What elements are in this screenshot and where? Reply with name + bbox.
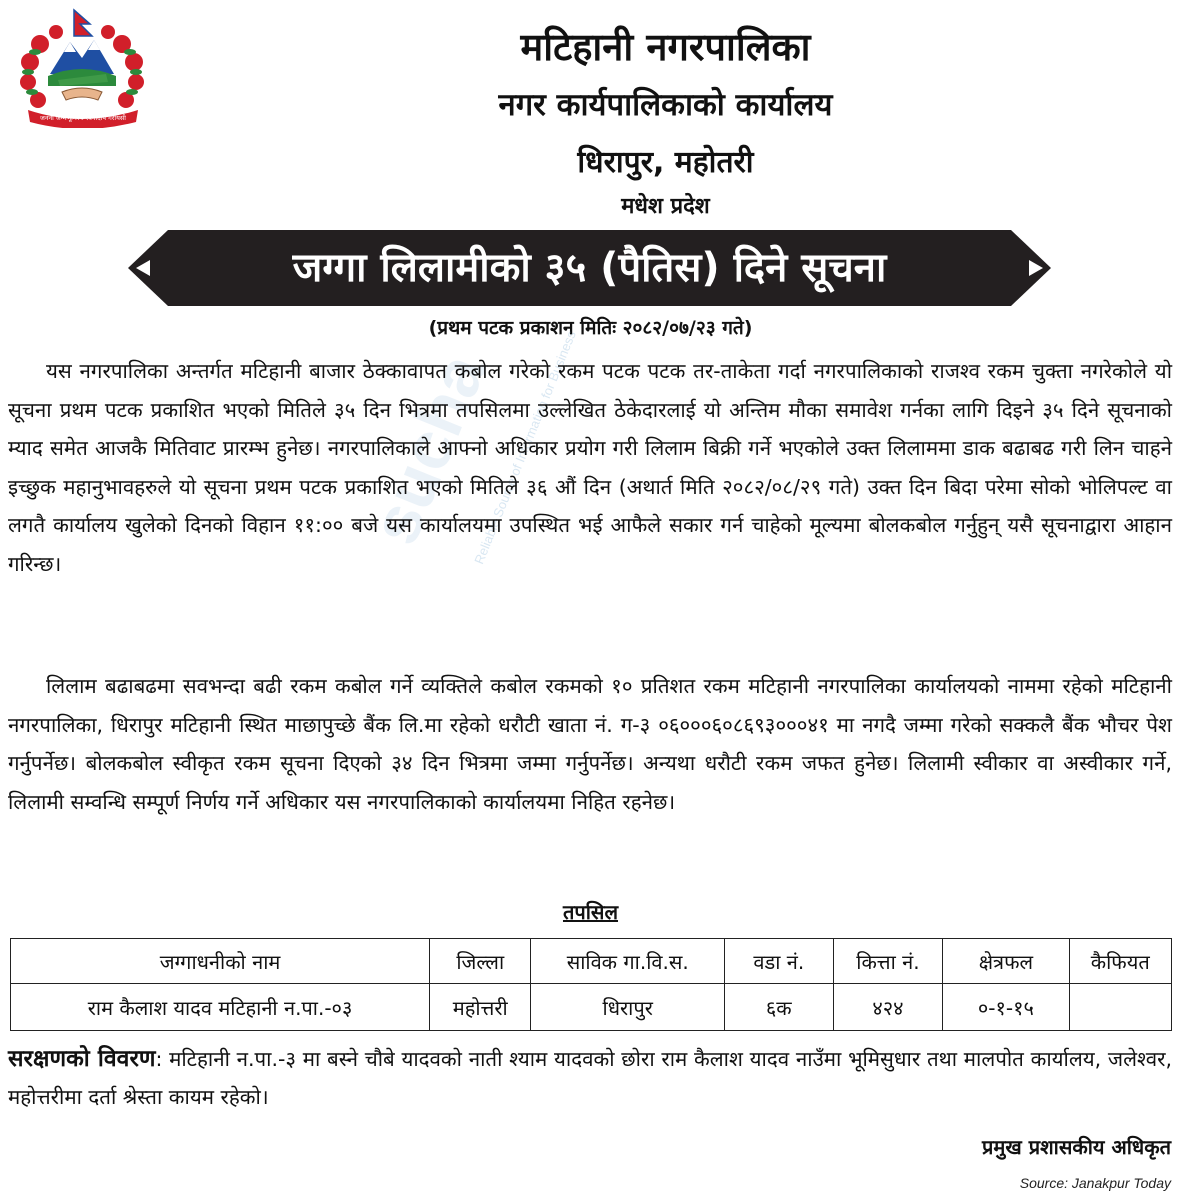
- header-remarks: कैफियत: [1069, 939, 1171, 984]
- province-name: मधेश प्रदेश: [621, 194, 710, 219]
- cell-former-vdc: धिरापुर: [531, 984, 725, 1031]
- signatory-title: प्रमुख प्रशासकीय अधिकृत: [982, 1135, 1171, 1159]
- emblem-motto: जननी जन्मभूमिश्च स्वर्गादपि गरीयसी: [40, 114, 126, 122]
- header-ward-no: वडा नं.: [724, 939, 833, 984]
- publish-date: (प्रथम पटक प्रकाशन मितिः २०८२/०७/२३ गते): [428, 317, 753, 339]
- description-text: : मटिहानी न.पा.-३ मा बस्ने चौबे यादवको नाती श्याम यादवको छोरा राम कैलाश यादव नाउँमा भूमिसुधार तथा मालपोत कार्यालय, जलेश्वर, महोत्तरीमा दर्ता श्रेस्ता कायम रहेको।: [8, 1047, 1172, 1109]
- watermark-brand: sucha: [356, 343, 501, 555]
- cell-remarks: [1069, 984, 1171, 1031]
- cell-area: ०-१-१५: [943, 984, 1069, 1031]
- source-credit: Source: Janakpur Today: [1019, 1175, 1171, 1191]
- office-location: धिरापुर, महोतरी: [577, 145, 754, 180]
- table-row: [11, 984, 1172, 1031]
- notice-title: जग्गा लिलामीको ३५ (पैतिस) दिने सूचना: [292, 245, 887, 291]
- land-details-table: [10, 938, 1172, 1031]
- notice-paragraph-2: लिलाम बढाबढमा सवभन्दा बढी रकम कबोल गर्ने व्यक्तिले कबोल रकमको १० प्रतिशत रकम मटिहानी नगरपालिका कार्यालयको नाममा रहेको मटिहानी नगरपालिका, धिरापुर मटिहानी स्थित माछापुच्छे बैंक लि.मा रहेको धरौटी खाता नं. ग-३ ०६०००६०८६९३०००४१ मा नगदै जम्मा गरेको सक्कलै बैंक भौचर पेश गर्नुपर्नेछ। बोलकबोल स्वीकृत रकम सूचना दिएको ३४ दिन भित्रमा जम्मा गर्नुपर्नेछ। अन्यथा धरौटी रकम जफत हुनेछ। लिलामी स्वीकार वा अस्वीकार गर्ने, लिलामी सम्वन्धि सम्पूर्ण निर्णय गर्ने अधिकार यस नगरपालिकाको कार्यालयमा निहित रहनेछ।: [8, 674, 1172, 814]
- cell-owner-name: राम कैलाश यादव मटिहानी न.पा.-०३: [11, 984, 430, 1031]
- municipality-name: मटिहानी नगरपालिका: [520, 25, 811, 69]
- description-label: सरक्षणको विवरण: [8, 1046, 156, 1072]
- table-title: तपसिल: [562, 900, 619, 924]
- header-former-vdc: साविक गा.वि.स.: [531, 939, 725, 984]
- header-district: जिल्ला: [430, 939, 531, 984]
- header-owner-name: जग्गाधनीको नाम: [11, 939, 430, 984]
- cell-ward-no: ६क: [724, 984, 833, 1031]
- nepal-government-emblem-icon: [10, 4, 156, 128]
- cell-plot-no: ४२४: [833, 984, 943, 1031]
- notice-paragraph-1: यस नगरपालिका अन्तर्गत मटिहानी बाजार ठेक्कावापत कबोल गरेको रकम पटक पटक तर-ताकेता गर्दा नगरपालिकाको राजश्व रकम चुक्ता नगरेकोले यो सूचना प्रथम पटक प्रकाशित भएको मितिले ३५ दिन भित्रमा तपसिलमा उल्लेखित ठेकेदारलाई यो अन्तिम मौका समावेश गर्नका लागि दिइने ३५ दिने सूचनाको म्याद समेत आजकै मितिवाट प्रारम्भ हुनेछ। नगरपालिकाले आफ्नो अधिकार प्रयोग गरी लिलाम बिक्री गर्ने भएकोले उक्त लिलाममा डाक बढाबढ गरी लिन चाहने इच्छुक महानुभावहरुले यो सूचना प्रथम पटक प्रकाशित भएको मितिले ३६ औं दिन (अथार्त मिति २०८२/०८/२९ गते) उक्त दिन बिदा परेमा सोको भोलिपल्ट वा लगतै कार्यालय खुलेको दिनको विहान ११:०० बजे यस कार्यालयमा उपस्थित भई आफैले सकार गर्न चाहेको मूल्यमा बोलकबोल गर्नुहुन् यसै सूचनाद्वारा आहान गरिन्छ।: [8, 359, 1172, 576]
- table-header-row: [11, 939, 1172, 984]
- notice-title-banner: [128, 230, 1051, 306]
- office-name: नगर कार्यपालिकाको कार्यालय: [498, 87, 833, 123]
- cell-district: महोत्तरी: [430, 984, 531, 1031]
- header-area: क्षेत्रफल: [943, 939, 1069, 984]
- header-plot-no: कित्ता नं.: [833, 939, 943, 984]
- watermark-tagline: Reliable Source of Information for Business: [471, 328, 579, 567]
- ownership-description: [8, 1040, 1172, 1116]
